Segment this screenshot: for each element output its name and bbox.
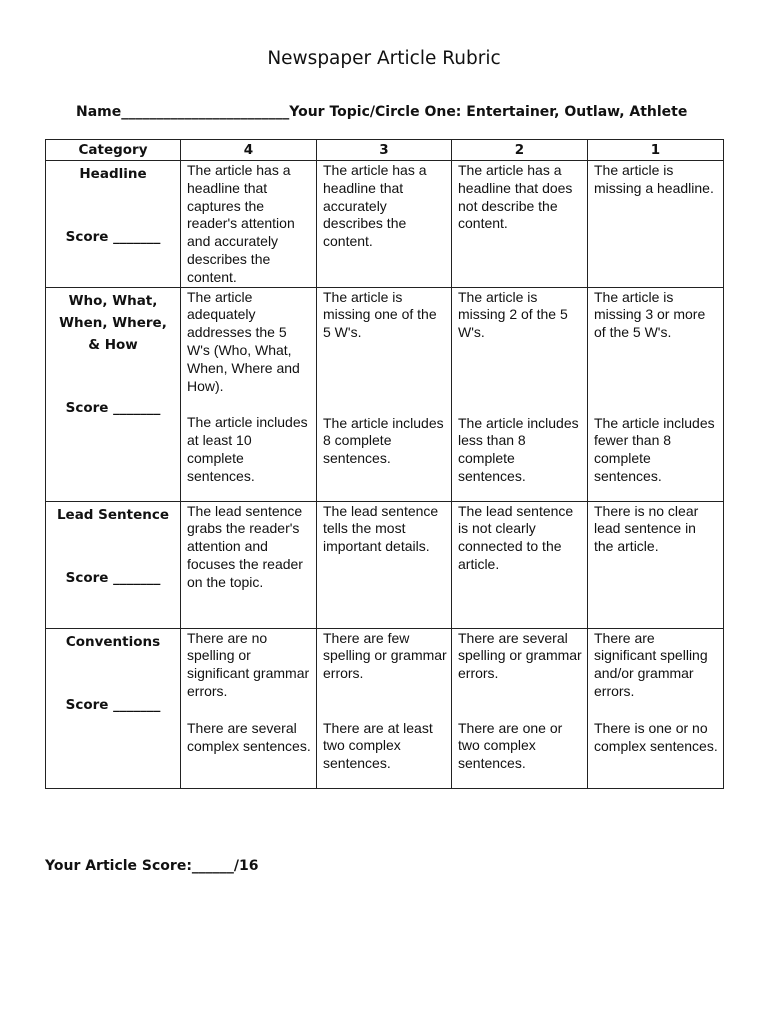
criteria-text: The article includes at least 10 complete sentences. [187,414,308,484]
criteria-text: The article is missing one of the 5 W's. [323,288,437,341]
name-topic-line: Name________________________Your Topic/Circle One: Entertainer, Outlaw, Athlete [76,104,688,120]
criteria-cell [317,287,452,501]
criteria-cell [452,287,588,501]
criteria-cell [588,161,724,288]
category-name: Conventions [65,633,161,650]
criteria-cell [588,628,724,788]
header-score-2: 2 [452,140,588,161]
criteria-text: There are several spelling or grammar errors. [458,629,582,682]
header-category: Category [46,140,181,161]
table-row-5ws [46,287,724,501]
table-row-headline [46,161,724,288]
criteria-text: There are no spelling or significant grammar errors. [187,629,310,699]
criteria-text: The article is missing 3 or more of the 5 W's. [594,288,706,341]
header-row [46,140,724,161]
criteria-text: There are one or two complex sentences. [458,719,563,772]
criteria-text: The lead sentence tells the most important details. [323,502,439,555]
criteria-cell [181,628,317,788]
category-cell [46,501,181,628]
table-row-lead-sentence [46,501,724,628]
criteria-text: There are few spelling or grammar errors. [323,629,447,682]
criteria-text: The article includes less than 8 complete sentences. [458,414,579,484]
criteria-text: There are several complex sentences. [187,719,311,754]
header-score-3: 3 [317,140,452,161]
criteria-text: The article has a headline that does not describe the content. [458,162,573,232]
category-cell [46,287,181,501]
criteria-cell [317,628,452,788]
category-name: Who, What, When, Where, & How [59,292,167,353]
criteria-text: The lead sentence grabs the reader's attention and focuses the reader on the topic. [187,502,303,590]
criteria-cell [181,501,317,628]
criteria-text: The article has a headline that captures the reader's attention and accurately describes the content. [187,162,295,285]
criteria-cell [317,161,452,288]
criteria-text: There are at least two complex sentences. [323,719,433,772]
category-name: Headline [79,166,147,182]
criteria-text: There is one or no complex sentences. [594,719,718,754]
criteria-text: The article includes 8 complete sentences. [323,414,444,467]
header-score-1: 1 [588,140,724,161]
score-blank: Score _______ [65,229,161,245]
criteria-text: There are significant spelling and/or grammar errors. [594,629,708,699]
criteria-text: The article includes fewer than 8 complete sentences. [594,414,715,484]
category-cell [46,628,181,788]
criteria-text: The lead sentence is not clearly connected to the article. [458,502,574,572]
criteria-cell [452,501,588,628]
score-blank: Score _______ [65,399,161,416]
criteria-text: The article adequately addresses the 5 W's (Who, What, When, Where and How). [187,288,300,394]
criteria-cell [181,161,317,288]
article-score-total: Your Article Score:______/16 [45,858,259,874]
category-name: Lead Sentence [56,506,170,523]
score-blank: Score _______ [65,696,161,713]
score-blank: Score _______ [65,569,161,586]
rubric-table [45,139,724,789]
criteria-cell [452,628,588,788]
criteria-text: The article is missing 2 of the 5 W's. [458,288,568,341]
criteria-text: The article is missing a headline. [594,162,714,196]
criteria-cell [588,501,724,628]
criteria-cell [588,287,724,501]
table-row-conventions [46,628,724,788]
page-title: Newspaper Article Rubric [267,48,501,69]
criteria-text: There is no clear lead sentence in the article. [594,502,699,555]
criteria-cell [317,501,452,628]
header-score-4: 4 [181,140,317,161]
category-cell [46,161,181,288]
criteria-cell [452,161,588,288]
criteria-cell [181,287,317,501]
criteria-text: The article has a headline that accurately describes the content. [323,162,427,250]
